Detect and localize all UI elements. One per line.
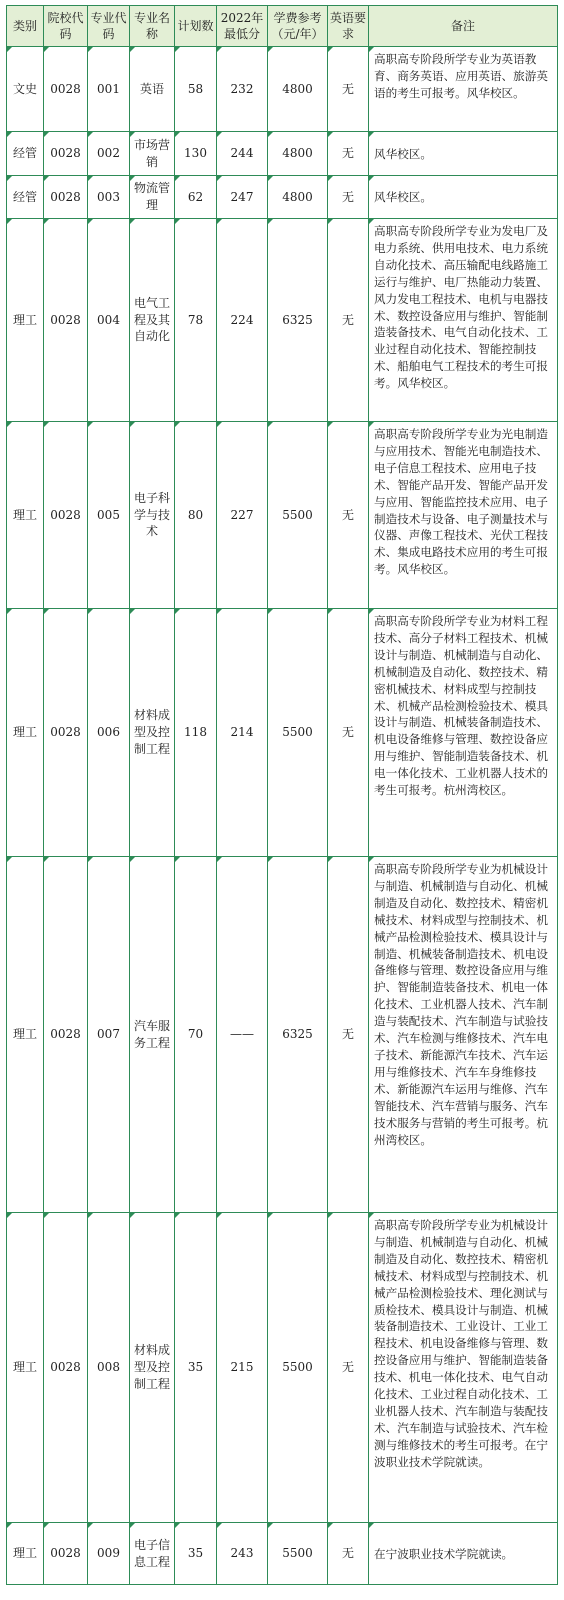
cell-english: 无 (328, 132, 369, 176)
cell-category: 文史 (7, 47, 44, 132)
cell-note: 高职高专阶段所学专业为发电厂及电力系统、供用电技术、电力系统自动化技术、高压输配电线路施工运行与维护、电厂热能动力装置、风力发电工程技术、电机与电器技术、数控设备应用与维护、智能制造装备技术、电气自动化技术、工业过程自动化技术、智能控制技术、船舶电气工程技术的考生可报考。风华校区。 (369, 219, 558, 422)
table-row (7, 609, 558, 857)
header-school-code: 院校代码 (44, 6, 88, 47)
cell-english: 无 (328, 422, 369, 609)
cell-school-code: 0028 (44, 1523, 88, 1585)
cell-plan: 62 (175, 176, 217, 219)
table-row (7, 857, 558, 1213)
header-note: 备注 (369, 6, 558, 47)
cell-english: 无 (328, 1213, 369, 1523)
cell-major-name: 汽车服务工程 (130, 857, 175, 1213)
cell-school-code: 0028 (44, 219, 88, 422)
cell-category: 理工 (7, 1213, 44, 1523)
cell-major-code: 007 (88, 857, 130, 1213)
table-row (7, 1523, 558, 1585)
cell-english: 无 (328, 609, 369, 857)
cell-english: 无 (328, 219, 369, 422)
cell-min-score: 244 (217, 132, 268, 176)
cell-note: 在宁波职业技术学院就读。 (369, 1523, 558, 1585)
cell-tuition: 4800 (268, 176, 328, 219)
cell-plan: 130 (175, 132, 217, 176)
cell-major-code: 001 (88, 47, 130, 132)
admission-table (6, 5, 558, 1585)
cell-major-name: 材料成型及控制工程 (130, 1213, 175, 1523)
cell-major-code: 004 (88, 219, 130, 422)
cell-school-code: 0028 (44, 857, 88, 1213)
cell-min-score: 227 (217, 422, 268, 609)
cell-min-score: 224 (217, 219, 268, 422)
cell-tuition: 5500 (268, 609, 328, 857)
cell-major-name: 电子信息工程 (130, 1523, 175, 1585)
cell-min-score: 214 (217, 609, 268, 857)
table-row (7, 422, 558, 609)
cell-english: 无 (328, 176, 369, 219)
cell-major-code: 009 (88, 1523, 130, 1585)
table-row (7, 132, 558, 176)
cell-plan: 118 (175, 609, 217, 857)
cell-plan: 70 (175, 857, 217, 1213)
cell-major-code: 008 (88, 1213, 130, 1523)
cell-category: 经管 (7, 176, 44, 219)
cell-school-code: 0028 (44, 1213, 88, 1523)
cell-major-code: 005 (88, 422, 130, 609)
cell-note: 高职高专阶段所学专业为英语教育、商务英语、应用英语、旅游英语的考生可报考。风华校区。 (369, 47, 558, 132)
cell-category: 理工 (7, 857, 44, 1213)
cell-tuition: 4800 (268, 47, 328, 132)
cell-min-score: 215 (217, 1213, 268, 1523)
table-row (7, 219, 558, 422)
cell-major-code: 003 (88, 176, 130, 219)
header-category: 类别 (7, 6, 44, 47)
cell-min-score: 232 (217, 47, 268, 132)
cell-category: 理工 (7, 1523, 44, 1585)
cell-plan: 35 (175, 1523, 217, 1585)
cell-school-code: 0028 (44, 132, 88, 176)
cell-english: 无 (328, 857, 369, 1213)
cell-plan: 58 (175, 47, 217, 132)
cell-tuition: 5500 (268, 1523, 328, 1585)
cell-category: 理工 (7, 219, 44, 422)
cell-plan: 78 (175, 219, 217, 422)
cell-min-score: 243 (217, 1523, 268, 1585)
cell-category: 经管 (7, 132, 44, 176)
cell-tuition: 6325 (268, 857, 328, 1213)
cell-major-name: 物流管理 (130, 176, 175, 219)
table-row (7, 176, 558, 219)
cell-tuition: 5500 (268, 422, 328, 609)
table-row (7, 47, 558, 132)
cell-major-name: 电气工程及其自动化 (130, 219, 175, 422)
cell-tuition: 5500 (268, 1213, 328, 1523)
cell-note: 高职高专阶段所学专业为材料工程技术、高分子材料工程技术、机械设计与制造、机械制造与自动化、机械制造及自动化、数控技术、精密机械技术、材料成型与控制技术、机械产品检测检验技术、模具设计与制造、机械装备制造技术、机电设备维修与管理、数控设备应用与维护、智能制造装备技术、机电一体化技术、工业机器人技术的考生可报考。杭州湾校区。 (369, 609, 558, 857)
cell-note: 风华校区。 (369, 176, 558, 219)
cell-note: 风华校区。 (369, 132, 558, 176)
cell-major-code: 002 (88, 132, 130, 176)
cell-note: 高职高专阶段所学专业为光电制造与应用技术、智能光电制造技术、电子信息工程技术、应用电子技术、智能产品开发、智能产品开发与应用、智能监控技术应用、电子制造技术与设备、电子测量技术与仪器、声像工程技术、光伏工程技术、集成电路技术应用的考生可报考。风华校区。 (369, 422, 558, 609)
header-min-score: 2022年最低分 (217, 6, 268, 47)
cell-plan: 35 (175, 1213, 217, 1523)
cell-category: 理工 (7, 422, 44, 609)
cell-major-name: 市场营销 (130, 132, 175, 176)
cell-tuition: 6325 (268, 219, 328, 422)
cell-note: 高职高专阶段所学专业为机械设计与制造、机械制造与自动化、机械制造及自动化、数控技术、精密机械技术、材料成型与控制技术、机械产品检测检验技术、模具设计与制造、机械装备制造技术、机电设备维修与管理、数控设备应用与维护、智能制造装备技术、机电一体化技术、工业机器人技术、汽车制造与装配技术、汽车制造与试验技术、汽车检测与维修技术、汽车电子技术、新能源汽车技术、汽车运用与维修技术、汽车车身维修技术、新能源汽车运用与维修、汽车智能技术、汽车营销与服务、汽车技术服务与营销的考生可报考。杭州湾校区。 (369, 857, 558, 1213)
cell-school-code: 0028 (44, 422, 88, 609)
cell-english: 无 (328, 1523, 369, 1585)
cell-note: 高职高专阶段所学专业为机械设计与制造、机械制造与自动化、机械制造及自动化、数控技术、精密机械技术、材料成型与控制技术、机械产品检测检验技术、理化测试与质检技术、模具设计与制造、机械装备制造技术、工业设计、工业工程技术、机电设备维修与管理、数控设备应用与维护、智能制造装备技术、机电一体化技术、电气自动化技术、工业过程自动化技术、工业机器人技术、汽车制造与装配技术、汽车制造与试验技术、汽车检测与维修技术的考生可报考。在宁波职业技术学院就读。 (369, 1213, 558, 1523)
cell-english: 无 (328, 47, 369, 132)
header-tuition: 学费参考（元/年） (268, 6, 328, 47)
header-english: 英语要求 (328, 6, 369, 47)
cell-school-code: 0028 (44, 47, 88, 132)
header-plan: 计划数 (175, 6, 217, 47)
header-major-name: 专业名称 (130, 6, 175, 47)
table-row (7, 1213, 558, 1523)
header-row (7, 6, 558, 47)
cell-min-score: —— (217, 857, 268, 1213)
cell-tuition: 4800 (268, 132, 328, 176)
header-major-code: 专业代码 (88, 6, 130, 47)
cell-major-name: 英语 (130, 47, 175, 132)
cell-plan: 80 (175, 422, 217, 609)
cell-min-score: 247 (217, 176, 268, 219)
cell-major-name: 材料成型及控制工程 (130, 609, 175, 857)
cell-major-name: 电子科学与技术 (130, 422, 175, 609)
cell-school-code: 0028 (44, 176, 88, 219)
cell-school-code: 0028 (44, 609, 88, 857)
cell-major-code: 006 (88, 609, 130, 857)
cell-category: 理工 (7, 609, 44, 857)
